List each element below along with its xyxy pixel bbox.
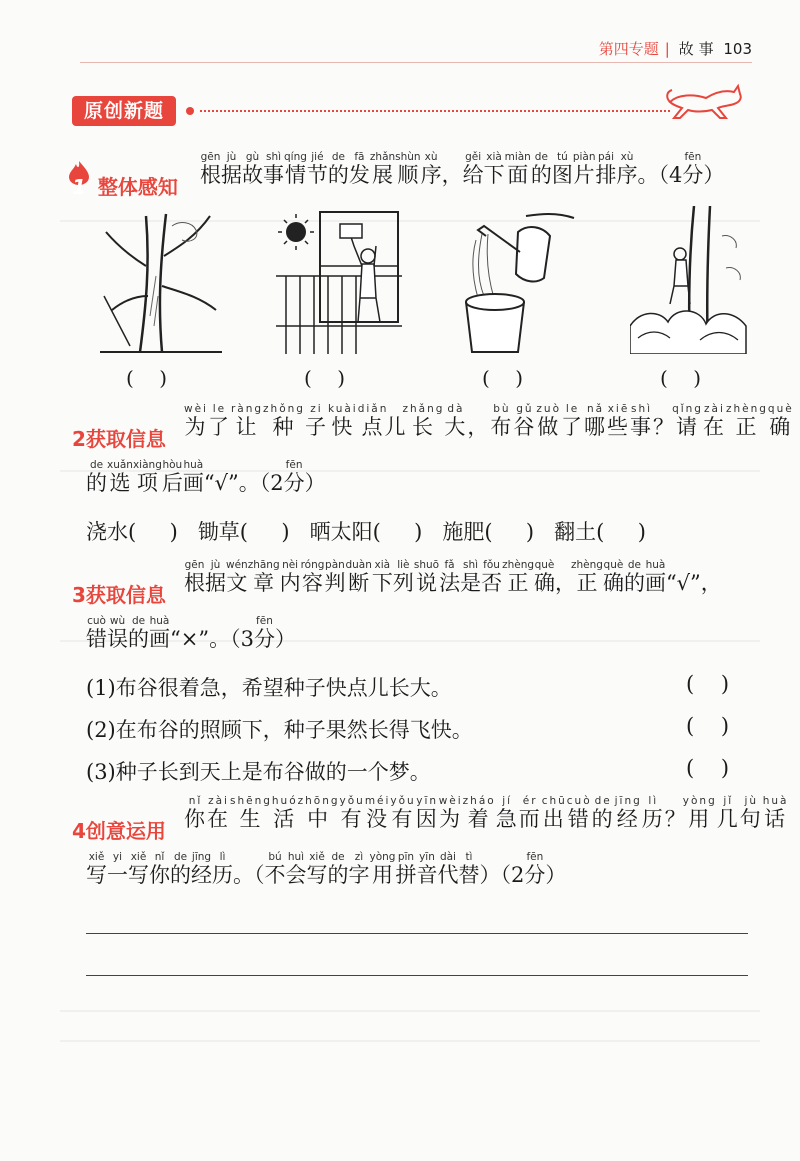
- pinyin-char: 经jīng: [614, 795, 642, 831]
- pinyin-char: 中zhōng: [297, 795, 340, 831]
- q3-statement-1: (1)布谷很着急，希望种子快点儿长大。: [86, 676, 452, 700]
- pinyin-char: 布bù: [490, 403, 514, 439]
- pinyin-char: 确què: [534, 559, 555, 595]
- pinyin-char: 哪nǎ: [584, 403, 608, 439]
- header-separator: |: [664, 40, 670, 58]
- q3-statement-3: (3)种子长到天上是布谷做的一个梦。: [86, 760, 431, 784]
- q4-label: 4创意运用: [72, 819, 166, 843]
- pinyin-char: 历lì: [212, 851, 233, 887]
- pinyin-char: 点diǎn: [357, 403, 389, 439]
- page-header: [599, 38, 752, 59]
- pinyin-char: 写xiě: [128, 851, 149, 887]
- q2-label: 2获取信息: [72, 427, 166, 451]
- cat-icon: [664, 82, 744, 124]
- text-segment: ）: [274, 627, 296, 651]
- pinyin-char: 代dài: [437, 851, 459, 887]
- q3-statement-1-blank[interactable]: ( ): [686, 672, 730, 696]
- pinyin-char: 故gù: [242, 151, 263, 187]
- pinyin-char: 节jié: [306, 151, 328, 187]
- pinyin-char: 用yòng: [369, 851, 396, 887]
- pinyin-char: 字zì: [348, 851, 370, 887]
- pinyin-char: 事shì: [263, 151, 284, 187]
- pinyin-char: 在zài: [207, 795, 230, 831]
- text-segment: 。（: [233, 863, 265, 887]
- pinyin-char: 有yǒu: [390, 795, 416, 831]
- text-segment: ，: [555, 571, 576, 595]
- q1-label: [72, 171, 178, 200]
- pinyin-char: 错cuò: [566, 795, 592, 831]
- pinyin-char: 你nǐ: [149, 851, 170, 887]
- pinyin-char: 顺shùn: [395, 151, 421, 187]
- pinyin-char: 的de: [327, 851, 349, 887]
- q1-number: 1: [72, 175, 86, 199]
- pinyin-char: 生shēng: [230, 795, 272, 831]
- pinyin-char: 排pái: [595, 151, 617, 187]
- pinyin-char: 确què: [602, 559, 624, 595]
- pinyin-char: 法fǎ: [439, 559, 461, 595]
- section-banner: 原创新题: [72, 96, 176, 126]
- pinyin-char: 情qíng: [284, 151, 307, 187]
- text-segment: “×”。（3: [170, 627, 254, 651]
- text-segment: ）: [545, 863, 567, 887]
- pinyin-char: 的de: [170, 851, 191, 887]
- pinyin-char: 片piàn: [572, 151, 596, 187]
- pinyin-char: 话huà: [762, 795, 789, 831]
- pinyin-char: 断duàn: [345, 559, 372, 595]
- text-segment: “√”。（2: [203, 471, 284, 495]
- tree-picture: [100, 206, 222, 354]
- pinyin-char: 些xiē: [607, 403, 631, 439]
- pinyin-char: 事shì: [630, 403, 654, 439]
- pinyin-char: 画huà: [149, 615, 170, 651]
- pinyin-char: 你nǐ: [184, 795, 207, 831]
- pinyin-char: 让ràng: [230, 403, 264, 439]
- pinyin-char: 经jīng: [191, 851, 212, 887]
- pinyin-char: 做zuò: [536, 403, 562, 439]
- pinyin-char: 历lì: [641, 795, 665, 831]
- header-rule: [80, 62, 752, 63]
- q3-statement-2: (2)在布谷的照顾下，种子果然长得飞快。: [86, 718, 473, 742]
- pinyin-char: 的de: [327, 151, 349, 187]
- answer-line-2[interactable]: [86, 975, 748, 976]
- pinyin-char: 的de: [591, 795, 615, 831]
- pinyin-char: 谷gǔ: [513, 403, 537, 439]
- pinyin-char: 的de: [623, 559, 645, 595]
- pinyin-char: 写xiě: [306, 851, 328, 887]
- watering-picture: [456, 206, 576, 354]
- pinyin-char: 发fā: [348, 151, 370, 187]
- topic-label: 第四专题: [598, 40, 659, 58]
- pinyin-char: 给gěi: [462, 151, 484, 187]
- pinyin-char: 拼pīn: [395, 851, 417, 887]
- pinyin-char: 长zhǎng: [402, 403, 445, 439]
- pinyin-char: 展zhǎn: [369, 151, 396, 187]
- pinyin-char: 了le: [207, 403, 231, 439]
- pinyin-char: 分fēn: [682, 151, 704, 187]
- text-segment: “√”，: [665, 571, 722, 595]
- q3-prompt-line-1: [184, 560, 722, 597]
- pinyin-char: 而ér: [518, 795, 542, 831]
- pinyin-char: 误wù: [107, 615, 128, 651]
- pinyin-char: 了le: [561, 403, 585, 439]
- q2-prompt-line-1: [184, 404, 794, 441]
- pinyin-char: 子zi: [304, 403, 328, 439]
- pinyin-char: 文wén: [226, 559, 248, 595]
- pinyin-char: 种zhǒng: [263, 403, 305, 439]
- pinyin-char: 替tì: [458, 851, 480, 887]
- pinyin-char: 会huì: [285, 851, 307, 887]
- pinyin-char: 的de: [128, 615, 149, 651]
- q1-blank-3[interactable]: ( ): [482, 366, 524, 390]
- answer-line-1[interactable]: [86, 933, 748, 934]
- text-segment: ？: [664, 807, 688, 831]
- chapter-label: 故事: [678, 40, 719, 58]
- pinyin-char: 根gēn: [200, 151, 221, 187]
- q1-blank-1[interactable]: ( ): [126, 366, 168, 390]
- pinyin-char: 说shuō: [413, 559, 440, 595]
- pinyin-char: 项xiàng: [132, 459, 162, 495]
- pinyin-char: 据jù: [221, 151, 242, 187]
- pinyin-char: 为wèi: [184, 403, 208, 439]
- pinyin-char: 据jù: [205, 559, 226, 595]
- pinyin-char: 活huó: [271, 795, 298, 831]
- text-segment: 儿: [384, 415, 408, 439]
- text-segment: 。（4: [637, 163, 683, 187]
- pinyin-char: 有yǒu: [339, 795, 365, 831]
- pinyin-char: 音yīn: [416, 851, 438, 887]
- q3-prompt-line-2: [86, 616, 296, 653]
- pinyin-char: 几jǐ: [716, 795, 740, 831]
- pinyin-char: 根gēn: [184, 559, 205, 595]
- pinyin-char: 不bú: [264, 851, 286, 887]
- pinyin-char: 后hòu: [161, 459, 183, 495]
- pinyin-char: 分fēn: [524, 851, 546, 887]
- pinyin-char: 序xù: [420, 151, 442, 187]
- pinyin-char: 着zháo: [462, 795, 496, 831]
- pinyin-char: 是shì: [460, 559, 482, 595]
- pinyin-char: 大dà: [444, 403, 468, 439]
- pinyin-char: 因yīn: [415, 795, 439, 831]
- pinyin-char: 序xù: [616, 151, 638, 187]
- pinyin-char: 正zhèng: [725, 403, 768, 439]
- pinyin-char: 快kuài: [327, 403, 358, 439]
- pinyin-char: 确què: [767, 403, 794, 439]
- q3-label: 3获取信息: [72, 583, 166, 607]
- pinyin-char: 分fēn: [283, 459, 305, 495]
- pinyin-char: 选xuǎn: [107, 459, 133, 495]
- pinyin-char: 的de: [86, 459, 107, 495]
- q4-prompt-line-1: [184, 796, 789, 833]
- q1-blank-4[interactable]: ( ): [660, 366, 702, 390]
- pinyin-char: 分fēn: [253, 615, 275, 651]
- pinyin-char: 的de: [530, 151, 552, 187]
- pinyin-char: 列liè: [392, 559, 414, 595]
- cloud-plant-picture: [630, 206, 750, 354]
- text-segment: ）（2: [479, 863, 525, 887]
- pinyin-char: 内nèi: [279, 559, 301, 595]
- pinyin-char: 用yòng: [682, 795, 717, 831]
- text-segment: ，: [441, 163, 463, 187]
- banner-dot: [186, 107, 194, 115]
- pinyin-char: 画huà: [644, 559, 666, 595]
- pinyin-char: 面miàn: [504, 151, 531, 187]
- q1-prompt: [200, 152, 724, 189]
- pinyin-char: 写xiě: [86, 851, 107, 887]
- pinyin-char: 图tú: [551, 151, 573, 187]
- pinyin-char: 在zài: [702, 403, 726, 439]
- text-segment: ）: [703, 163, 725, 187]
- q1-blank-2[interactable]: ( ): [304, 366, 346, 390]
- pinyin-char: 错cuò: [86, 615, 107, 651]
- pinyin-char: 下xià: [371, 559, 393, 595]
- pinyin-char: 判pàn: [324, 559, 346, 595]
- pinyin-char: 画huà: [182, 459, 204, 495]
- pinyin-char: 下xià: [483, 151, 505, 187]
- q4-prompt-line-2: [86, 852, 566, 889]
- pinyin-char: 一yi: [107, 851, 128, 887]
- text-segment: ？: [653, 415, 677, 439]
- page-number: 103: [723, 40, 752, 58]
- pinyin-char: 请qǐng: [672, 403, 703, 439]
- q1-label-text: 整体感知: [97, 175, 178, 199]
- pinyin-char: 没méi: [364, 795, 391, 831]
- sunny-balcony-picture: [276, 206, 402, 354]
- pinyin-char: 章zhāng: [247, 559, 280, 595]
- pinyin-char: 正zhèng: [571, 559, 603, 595]
- pinyin-char: 容róng: [300, 559, 325, 595]
- q3-statement-3-blank[interactable]: ( ): [686, 756, 730, 780]
- pinyin-char: 出chū: [541, 795, 567, 831]
- pinyin-char: 为wèi: [438, 795, 463, 831]
- banner-dotted-line: [200, 110, 670, 112]
- text-segment: ）: [304, 471, 326, 495]
- q3-statement-2-blank[interactable]: ( ): [686, 714, 730, 738]
- pinyin-char: 急jí: [495, 795, 519, 831]
- q2-prompt-line-2: [86, 460, 326, 497]
- pinyin-char: 否fǒu: [481, 559, 503, 595]
- pinyin-char: 句jù: [739, 795, 763, 831]
- pinyin-char: 正zhèng: [502, 559, 535, 595]
- q2-options[interactable]: 浇水( ) 锄草( ) 晒太阳( ) 施肥( ) 翻土( ): [86, 520, 646, 544]
- text-segment: ，: [467, 415, 491, 439]
